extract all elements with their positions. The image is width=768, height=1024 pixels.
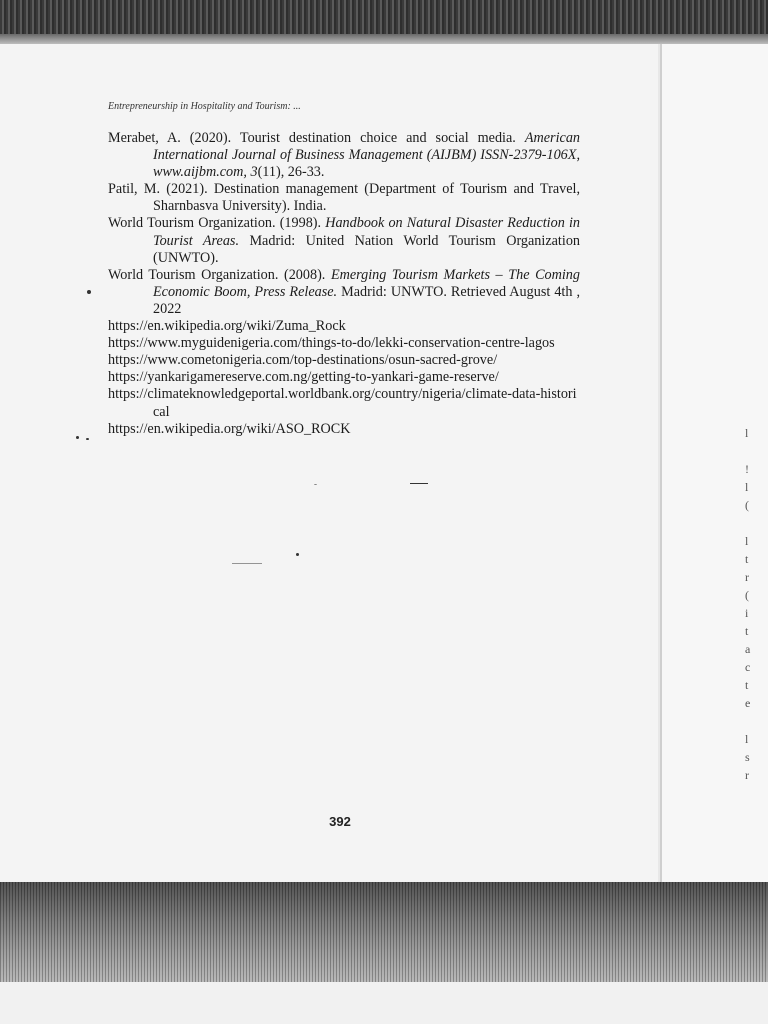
- edge-glyph: [745, 442, 765, 460]
- edge-glyph: l: [745, 732, 749, 746]
- reference-text: Destination management (Department of Tourism and Travel, Sharnbasva University). India.: [153, 181, 581, 215]
- reference-publisher: Madrid: United Nation World Tourism Organization (UNWTO).: [153, 232, 581, 266]
- edge-glyph: i: [745, 606, 749, 620]
- edge-glyph: (: [745, 498, 749, 512]
- edge-glyph: t: [745, 624, 749, 638]
- edge-glyph: l: [745, 534, 749, 548]
- reference-unwto-2008: [108, 267, 580, 318]
- reference-author-year: World Tourism Organization. (2008).: [108, 266, 326, 283]
- scan-speck: [87, 290, 91, 294]
- scanner-bottom-shadow: [0, 882, 768, 982]
- scan-speck: [232, 563, 262, 564]
- edge-glyph: s: [745, 750, 750, 764]
- reference-title: Tourist destination choice and social media.: [239, 130, 516, 146]
- reference-unwto-1998: [108, 215, 580, 266]
- url-osun-sacred-grove: https://www.cometonigeria.com/top-destinations/osun-sacred-grove/: [108, 352, 498, 369]
- page-number: 392: [329, 814, 351, 829]
- page-fold-line: [660, 44, 662, 882]
- edge-glyph: c: [745, 660, 751, 674]
- scan-speck: [296, 553, 299, 556]
- reference-author-year: Patil, M. (2021).: [108, 181, 208, 198]
- facing-page-text-fragments: [745, 424, 765, 784]
- reference-author-year: Merabet, A. (2020).: [108, 130, 232, 146]
- url-aso-rock: https://en.wikipedia.org/wiki/ASO_ROCK: [108, 420, 351, 437]
- scan-speck: [314, 484, 317, 485]
- reference-title: Handbook on Natural Disaster Reduction in Tourist Areas.: [153, 215, 580, 249]
- url-zuma-rock: https://en.wikipedia.org/wiki/Zuma_Rock: [108, 318, 346, 335]
- edge-glyph: t: [745, 552, 749, 566]
- url-yankari-game-reserve: https://yankarigamereserve.com.ng/getting-to-yankari-game-reserve/: [108, 369, 499, 386]
- url-climate-knowledge-portal: https://climateknowledgeportal.worldbank.org/country/nigeria/climate-data-historical: [108, 386, 577, 420]
- reference-issue: (11), 26-33.: [257, 164, 325, 181]
- url-lekki-conservation: https://www.myguidenigeria.com/things-to-do/lekki-conservation-centre-lagos: [108, 335, 555, 352]
- scan-speck: [410, 483, 428, 484]
- edge-glyph: l: [745, 480, 749, 494]
- reference-author-year: World Tourism Organization. (1998).: [108, 215, 322, 232]
- edge-glyph: [745, 712, 765, 730]
- edge-glyph: r: [745, 570, 749, 584]
- reference-title: Emerging Tourism Markets – The Coming Economic Boom, Press Release.: [153, 266, 580, 300]
- running-head: Entrepreneurship in Hospitality and Tourism: ...: [108, 101, 301, 112]
- scanner-top-shadow: [0, 0, 768, 44]
- reference-patil: [108, 181, 580, 215]
- edge-glyph: (: [745, 588, 749, 602]
- edge-glyph: !: [745, 462, 749, 476]
- reference-list: [108, 130, 580, 438]
- reference-publisher: Madrid: UNWTO. Retrieved August 4th , 2022: [153, 283, 581, 317]
- scan-speck: [76, 436, 79, 439]
- scan-speck: [86, 438, 89, 440]
- edge-glyph: e: [745, 696, 751, 710]
- edge-glyph: t: [745, 678, 749, 692]
- edge-glyph: l: [745, 426, 749, 440]
- edge-glyph: r: [745, 768, 749, 782]
- scanner-bed: [0, 982, 768, 1024]
- reference-merabet: [108, 130, 580, 181]
- reference-journal: American International Journal of Business Management (AIJBM) ISSN-2379-106X, www.aijbm.com, 3: [153, 130, 581, 181]
- edge-glyph: [745, 514, 765, 532]
- edge-glyph: a: [745, 642, 751, 656]
